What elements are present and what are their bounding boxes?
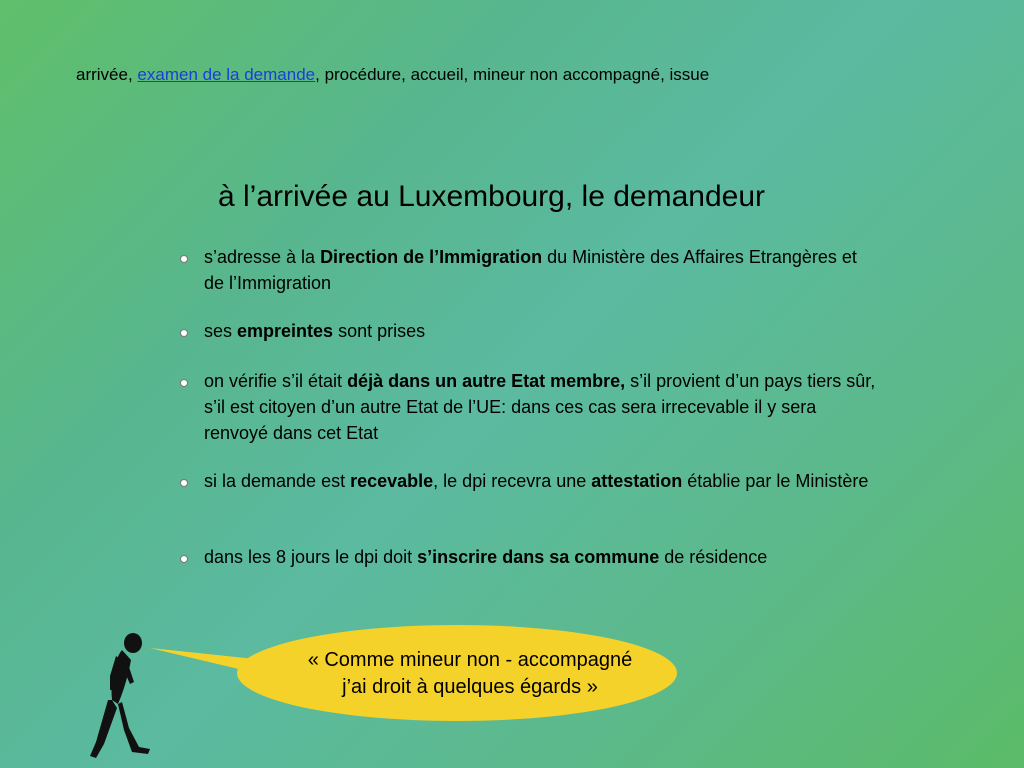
bullet-dot-icon [180, 329, 188, 337]
bullet-dot-icon [180, 479, 188, 487]
nav-item-accueil: accueil [410, 65, 464, 84]
bullet-text [204, 468, 880, 494]
bullet-segment: du Ministère des Affaires Etrangères et de l’Immigration [204, 247, 857, 293]
bullet-segment: sont prises [333, 321, 426, 341]
bullet-text [204, 318, 880, 344]
bullet-segment: ses [204, 321, 238, 341]
person-silhouette-icon [90, 633, 150, 758]
nav-link-examen[interactable]: examen de la demande [137, 65, 316, 84]
bullet-dot-icon [180, 255, 188, 263]
bullet-segment: on vérifie s’il était [204, 371, 348, 391]
bullet-dot-icon [180, 379, 188, 387]
nav-item-procedure: procédure [324, 65, 402, 84]
bullet-segment: dans les 8 jours le dpi doit [204, 547, 418, 567]
speech-line-2: j’ai droit à quelques égards » [342, 676, 598, 698]
bullet-bold-segment: recevable [350, 471, 434, 491]
bullet-text [204, 544, 880, 570]
bullet-bold-segment: attestation [591, 471, 683, 491]
bullet-segment: si la demande est [204, 471, 351, 491]
bullet-dot-icon [180, 555, 188, 563]
bullet-segment: s’adresse à la [204, 247, 321, 267]
bullet-item [180, 368, 880, 446]
nav-item-mineur: mineur non accompagné [472, 65, 661, 84]
bullet-segment: s’il provient d’un pays tiers sûr, s’il est citoyen d’un autre Etat de l’UE: dans ces cas sera irrecevable il y sera renvoyé dans cet Etat [204, 371, 876, 443]
nav-item-arrivee: arrivée [76, 65, 128, 84]
bullet-segment: établie par le Ministère [682, 471, 869, 491]
nav-separator: , [463, 65, 473, 84]
nav-separator: , [401, 65, 411, 84]
slide-title: à l’arrivée au Luxembourg, le demandeur [218, 180, 765, 213]
nav-separator: , [315, 65, 325, 84]
breadcrumb-nav [76, 65, 709, 85]
nav-separator: , [127, 65, 138, 84]
bullet-segment: , le dpi recevra une [433, 471, 592, 491]
bullet-text [204, 368, 880, 446]
nav-separator: , [660, 65, 670, 84]
speech-bubble-text [270, 647, 670, 701]
bullet-bold-segment: déjà dans un autre Etat membre, [347, 371, 626, 391]
nav-item-issue: issue [669, 65, 710, 84]
bullet-bold-segment: s’inscrire dans sa commune [417, 547, 660, 567]
bullet-bold-segment: Direction de l’Immigration [320, 247, 543, 267]
bullet-item [180, 244, 880, 296]
bullet-item [180, 544, 880, 570]
speech-line-1: « Comme mineur non - accompagné [307, 649, 633, 671]
bullet-bold-segment: empreintes [237, 321, 334, 341]
bullet-text [204, 244, 880, 296]
bullet-segment: de résidence [659, 547, 768, 567]
bullet-item [180, 468, 880, 494]
bullet-item [180, 318, 880, 344]
